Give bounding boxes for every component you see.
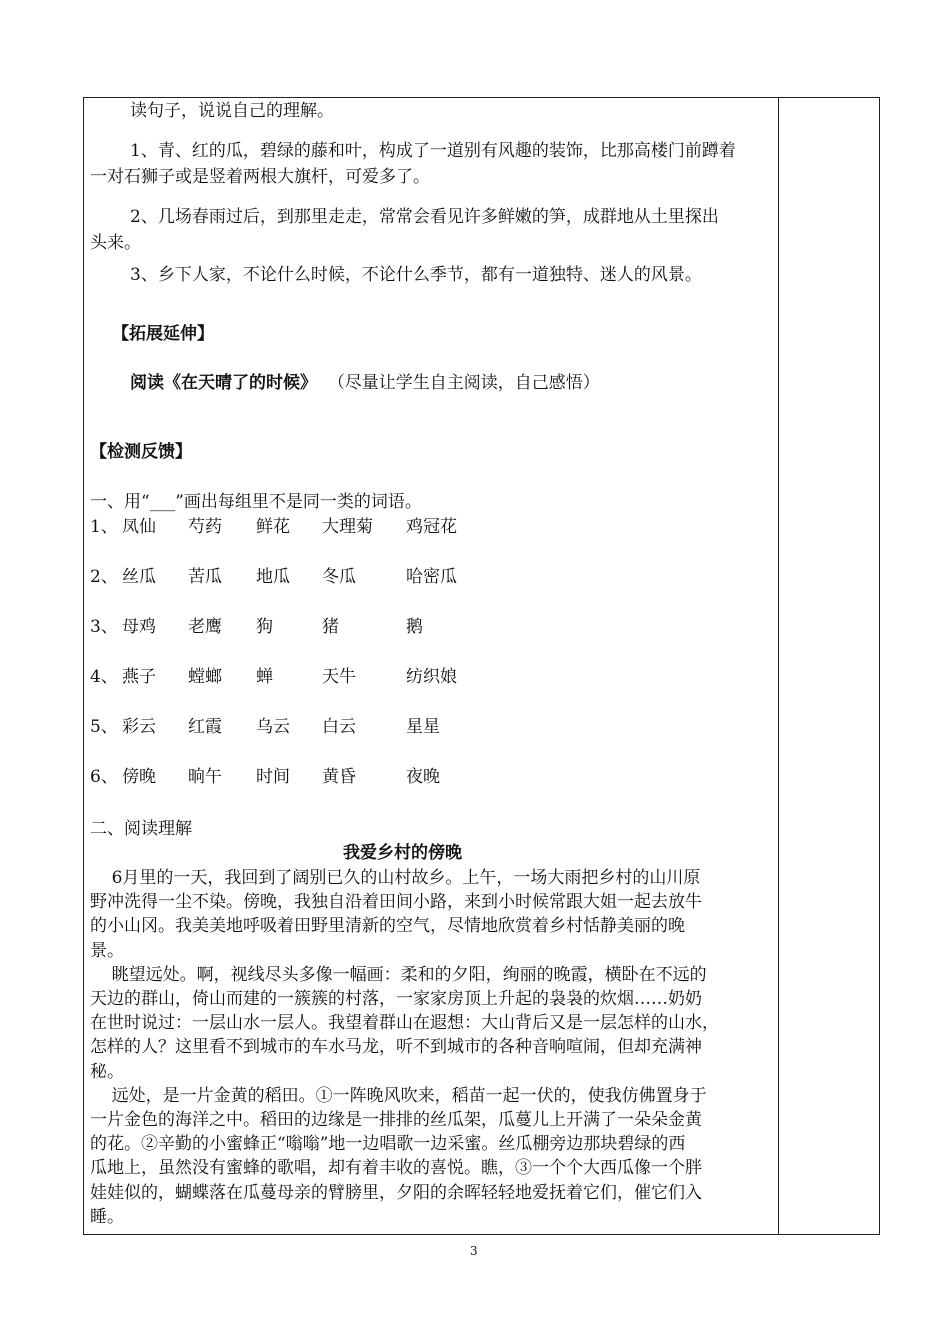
word-item: 天牛	[322, 667, 356, 687]
extension-read-title: 阅读《在天晴了的时候》	[130, 373, 317, 393]
word-item: 冬瓜	[322, 567, 356, 587]
passage-line: 瓜地上，虽然没有蜜蜂的歌唱，却有着丰收的喜悦。瞧，③一个个大西瓜像一个胖	[90, 1158, 702, 1178]
word-item: 鲜花	[256, 517, 290, 537]
word-group-number: 5、	[90, 717, 118, 737]
passage-title: 我爱乡村的傍晚	[343, 843, 462, 863]
question-2: 二、阅读理解	[90, 819, 192, 839]
passage-line: 6月里的一天，我回到了阔别已久的山村故乡。上午，一场大雨把乡村的山川原	[90, 868, 701, 888]
word-item: 纺织娘	[406, 667, 457, 687]
word-item: 燕子	[122, 667, 156, 687]
word-item: 鸡冠花	[406, 517, 457, 537]
question-1: 一、用“___”画出每组里不是同一类的词语。	[90, 492, 422, 512]
passage-line: 景。	[90, 941, 124, 961]
word-item: 凤仙	[122, 517, 156, 537]
passage-line: 远处，是一片金黄的稻田。①一阵晚风吹来，稻苗一起一伏的，使我仿佛置身于	[90, 1086, 707, 1106]
word-item: 鹅	[406, 617, 423, 637]
passage-line: 一片金色的海洋之中。稻田的边缘是一排排的丝瓜架，瓜蔓儿上开满了一朵朵金黄	[90, 1110, 702, 1130]
passage-line: 睡。	[90, 1207, 124, 1227]
word-item: 蝉	[256, 667, 273, 687]
word-item: 哈密瓜	[406, 567, 457, 587]
word-item: 地瓜	[256, 567, 290, 587]
table-column-divider	[778, 97, 779, 1235]
feedback-heading: 【检测反馈】	[90, 442, 192, 462]
passage-line: 天边的群山，倚山而建的一簇簇的村落，一家家房顶上升起的袅袅的炊烟……奶奶	[90, 989, 702, 1009]
word-item: 乌云	[256, 717, 290, 737]
word-item: 白云	[322, 717, 356, 737]
passage-line: 娃娃似的，蝴蝶落在瓜蔓母亲的臂膀里，夕阳的余晖轻轻地爱抚着它们，催它们入	[90, 1183, 702, 1203]
passage-line: 秘。	[90, 1062, 124, 1082]
reading-intro: 读句子，说说自己的理解。	[130, 101, 334, 121]
word-item: 猪	[322, 617, 339, 637]
word-item: 彩云	[122, 717, 156, 737]
word-item: 傍晚	[122, 767, 156, 787]
sentence-1-line-2: 一对石狮子或是竖着两根大旗杆，可爱多了。	[90, 167, 430, 187]
extension-heading: 【拓展延伸】	[112, 324, 214, 344]
word-item: 芍药	[188, 517, 222, 537]
word-item: 晌午	[188, 767, 222, 787]
passage-line: 怎样的人？这里看不到城市的车水马龙，听不到城市的各种音响喧闹，但却充满神	[90, 1037, 702, 1057]
word-item: 时间	[256, 767, 290, 787]
sentence-3: 3、乡下人家，不论什么时候，不论什么季节，都有一道独特、迷人的风景。	[130, 265, 702, 285]
sentence-1-line-1: 1、青、红的瓜，碧绿的藤和叶，构成了一道别有风趣的装饰，比那高楼门前蹲着	[130, 141, 736, 161]
sentence-2-line-1: 2、几场春雨过后，到那里走走，常常会看见许多鲜嫩的笋，成群地从土里探出	[130, 207, 719, 227]
passage-line: 野冲洗得一尘不染。傍晚，我独自沿着田间小路，来到小时候常跟大姐一起去放牛	[90, 892, 702, 912]
word-item: 母鸡	[122, 617, 156, 637]
sentence-2-line-2: 头来。	[90, 233, 141, 253]
extension-note: （尽量让学生自主阅读，自己感悟）	[327, 373, 600, 393]
word-item: 螳螂	[188, 667, 222, 687]
word-item: 星星	[406, 717, 440, 737]
word-item: 狗	[256, 617, 273, 637]
word-group-number: 6、	[90, 767, 118, 787]
page-number: 3	[470, 1244, 478, 1258]
word-group-number: 4、	[90, 667, 118, 687]
word-item: 夜晚	[406, 767, 440, 787]
extension-read-line	[130, 370, 600, 396]
word-item: 苦瓜	[188, 567, 222, 587]
word-item: 大理菊	[322, 517, 373, 537]
passage-line: 的小山冈。我美美地呼吸着田野里清新的空气，尽情地欣赏着乡村恬静美丽的晚	[90, 916, 685, 936]
passage-line: 眺望远处。啊，视线尽头多像一幅画：柔和的夕阳，绚丽的晚霞，横卧在不远的	[90, 965, 707, 985]
word-group-number: 1、	[90, 517, 118, 537]
word-item: 丝瓜	[122, 567, 156, 587]
passage-line: 的花。②辛勤的小蜜蜂正“嗡嗡”地一边唱歌一边采蜜。丝瓜棚旁边那块碧绿的西	[90, 1134, 686, 1154]
word-item: 老鹰	[188, 617, 222, 637]
word-group-number: 2、	[90, 567, 118, 587]
passage-line: 在世时说过：一层山水一层人。我望着群山在遐想：大山背后又是一层怎样的山水，	[90, 1013, 719, 1033]
word-item: 黄昏	[322, 767, 356, 787]
word-group-number: 3、	[90, 617, 118, 637]
word-item: 红霞	[188, 717, 222, 737]
